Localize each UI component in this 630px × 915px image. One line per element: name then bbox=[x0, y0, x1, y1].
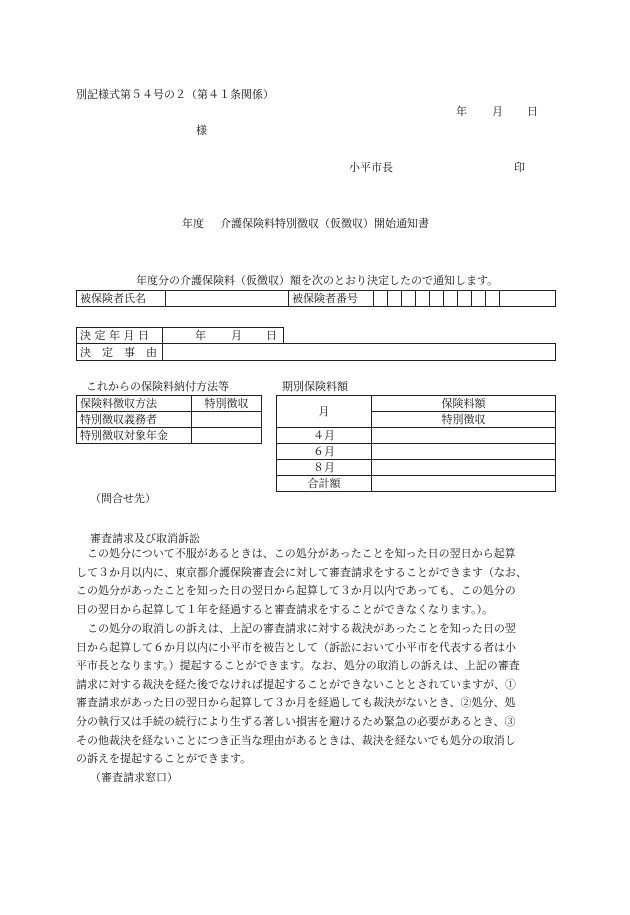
period-premium-table bbox=[276, 395, 556, 492]
payment-method-table bbox=[76, 395, 262, 444]
period-premium-heading: 期別保険料額 bbox=[282, 380, 348, 393]
page-title: 介護保険料特別徴収（仮徴収）開始通知書 bbox=[220, 217, 429, 230]
title-fiscal-year: 年度 bbox=[182, 217, 204, 230]
addressee-suffix: 様 bbox=[196, 124, 207, 137]
col-sub-header: 特別徴収 bbox=[372, 412, 556, 428]
insured-number-label: 被保険者番号 bbox=[289, 291, 374, 307]
table-row bbox=[77, 428, 262, 444]
period-month: ８月 bbox=[277, 460, 372, 476]
text-line: 日の翌日から起算して１年を経過すると審査請求をすることができなくなります。）。 bbox=[76, 602, 494, 616]
period-amount bbox=[372, 444, 556, 460]
date-month: 月 bbox=[492, 105, 503, 118]
decision-date-month: 月 bbox=[231, 329, 242, 342]
text-line: 分の執行又は手続の続行により生ずる著しい損害を避けるため緊急の必要があるとき、③ bbox=[76, 714, 516, 728]
period-amount bbox=[372, 428, 556, 444]
form-number: 別記様式第５４号の２（第４１条関係） bbox=[76, 88, 274, 101]
insured-name-label: 被保険者氏名 bbox=[77, 291, 166, 307]
text-line: 審査請求があった日の翌日から起算して３か月を経過しても裁決がないとき、②処分、処 bbox=[76, 696, 516, 710]
period-month: ６月 bbox=[277, 444, 372, 460]
table-row bbox=[277, 428, 556, 444]
decision-table bbox=[76, 327, 556, 361]
issuer-name: 小平市長 bbox=[349, 161, 393, 174]
table-row bbox=[277, 460, 556, 476]
table-row bbox=[277, 476, 556, 492]
decision-reason-label: 決 定 事 由 bbox=[80, 346, 157, 359]
insured-number-digit bbox=[388, 291, 402, 307]
payment-row-value bbox=[192, 412, 262, 428]
payment-row-label: 保険料徴収方法 bbox=[77, 396, 192, 412]
insured-number-digit bbox=[486, 291, 500, 307]
payment-method-heading: これからの保険料納付方法等 bbox=[86, 380, 229, 393]
date-year: 年 bbox=[456, 105, 467, 118]
payment-row-label: 特別徴収義務者 bbox=[77, 412, 192, 428]
appeal-paragraph-2 bbox=[76, 620, 556, 769]
total-amount bbox=[372, 476, 556, 492]
total-label: 合計額 bbox=[277, 476, 372, 492]
appeal-paragraph-1 bbox=[76, 545, 556, 619]
col-month-header: 月 bbox=[277, 396, 372, 428]
table-row bbox=[77, 412, 262, 428]
text-line: その他裁決を経ないことにつき正当な理由があるときは、裁決を経ないでも処分の取消し bbox=[76, 733, 516, 747]
decision-date-label: 決 定 年 月 日 bbox=[80, 329, 149, 342]
payment-row-value: 特別徴収 bbox=[192, 396, 262, 412]
insured-number-digit bbox=[444, 291, 458, 307]
table-row bbox=[77, 396, 262, 412]
table-row bbox=[277, 444, 556, 460]
issuer-seal: 印 bbox=[514, 161, 525, 174]
decision-date-year: 年 bbox=[195, 329, 206, 342]
text-line: の訴えを提起することができます。 bbox=[76, 752, 252, 766]
insured-number-digit bbox=[402, 291, 416, 307]
text-line: この処分の取消しの訴えは、上記の審査請求に対する裁決があったことを知った日の翌 bbox=[87, 622, 516, 635]
appeal-window-label: （審査請求窓口） bbox=[90, 771, 178, 784]
period-amount bbox=[372, 460, 556, 476]
text-line: この処分について不服があるときは、この処分があったことを知った日の翌日から起算 bbox=[87, 547, 516, 560]
text-line: して３か月以内に、東京都介護保険審査会に対して審査請求をすることができます（なお、 bbox=[76, 565, 527, 579]
date-day: 日 bbox=[527, 105, 538, 118]
insured-number-digit bbox=[416, 291, 430, 307]
text-line: 平市長となります。）提起することができます。なお、処分の取消しの訴えは、上記の審査 bbox=[76, 659, 520, 673]
insured-name-value bbox=[166, 291, 289, 307]
text-line: 請求に対する裁決を経た後でなければ提起することができないこととされていますが、① bbox=[76, 677, 516, 691]
payment-row-value bbox=[192, 428, 262, 444]
appeal-heading: 審査請求及び取消訴訟 bbox=[90, 532, 200, 545]
insured-number-digit bbox=[430, 291, 444, 307]
insured-number-digit bbox=[374, 291, 388, 307]
col-amount-header: 保険料額 bbox=[372, 396, 556, 412]
inquiry-label: （問合せ先） bbox=[90, 492, 156, 505]
text-line: この処分があったことを知った日の翌日から起算して３か月以内であっても、この処分の bbox=[76, 584, 516, 598]
insured-number-digit bbox=[472, 291, 486, 307]
period-month: ４月 bbox=[277, 428, 372, 444]
payment-row-label: 特別徴収対象年金 bbox=[77, 428, 192, 444]
text-line: 日から起算して６か月以内に小平市を被告として（訴訟において小平市を代表する者は小 bbox=[76, 640, 516, 654]
insured-number-digit bbox=[500, 291, 556, 307]
insured-table bbox=[76, 290, 556, 307]
insured-number-digit bbox=[458, 291, 472, 307]
intro-text: 年度分の介護保険料（仮徴収）額を次のとおり決定したので通知します。 bbox=[136, 274, 499, 287]
decision-date-day: 日 bbox=[266, 329, 277, 342]
